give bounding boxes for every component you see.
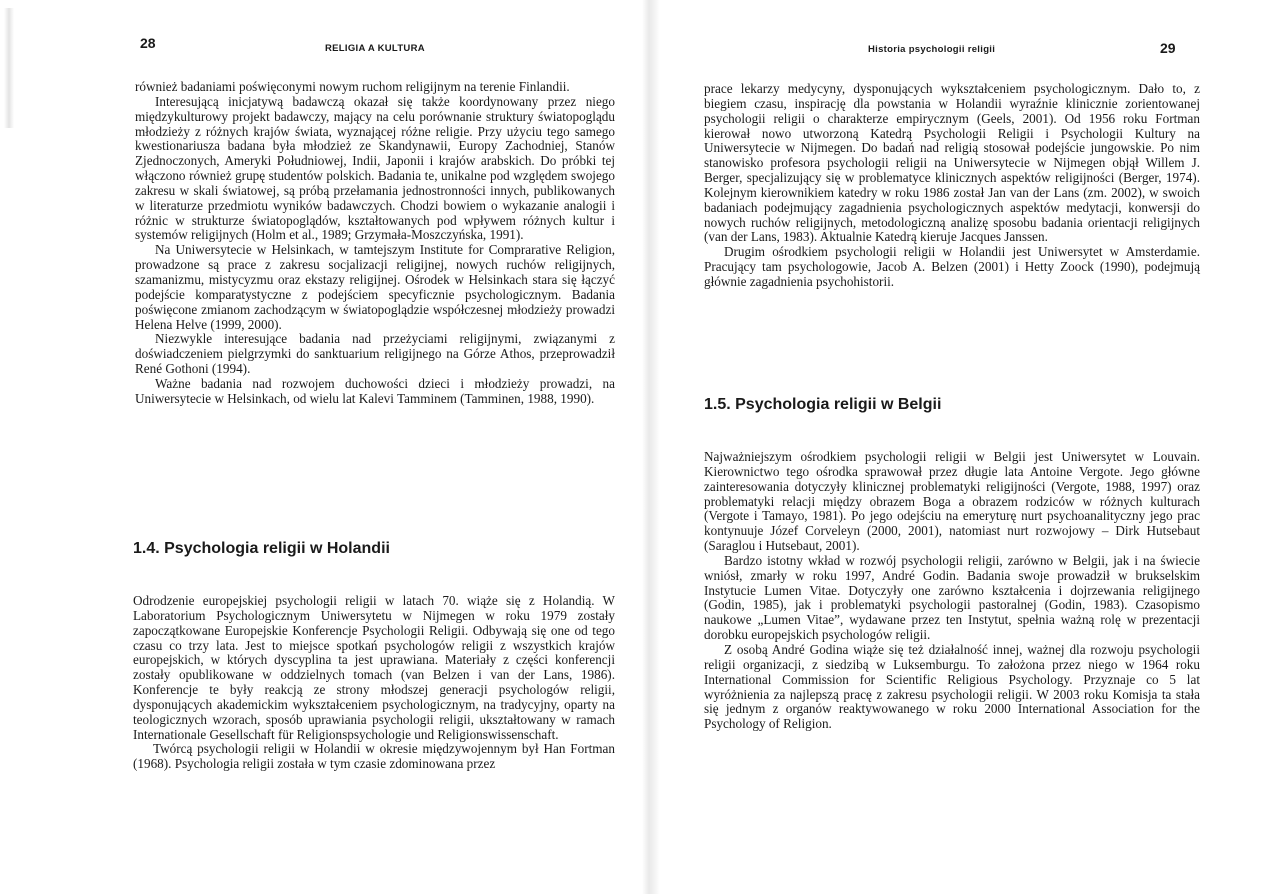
section-heading-1-5: 1.5. Psychologia religii w Belgii — [704, 396, 942, 413]
right-section-text — [704, 450, 1200, 732]
right-page — [640, 0, 1262, 894]
paragraph: Bardzo istotny wkład w rozwój psychologii religii, zarówno w Belgii, jak i na świecie wniósł, zmarły w roku 1997, André Godin. Badania swoje prowadził w brukselskim Instytucie Lumen Vitae. Dotyczyły one zarówno kształcenia i dojrzewania religijnego (Godin, 1985), jak i problematyki psychologii pastoralnej (Godin, 1983). Czasopismo naukowe „Lumen Vitae”, wydawane przez ten Instytut, spełnia ważną rolę w prezentacji dorobku europejskich psychologów religii. — [704, 552, 1200, 643]
paragraph: Odrodzenie europejskiej psychologii religii w latach 70. wiąże się z Holandią. W Laboratorium Psychologicznym Uniwersytetu w Nijmegen w roku 1979 zostały zapoczątkowane Europejskie Konferencje Psychologii Religii. Odbywają się one od tego czasu co trzy lata. Jest to miejsce spotkań psychologów religii z wszystkich krajów europejskich, w których dyscyplina ta jest uprawiana. Materiały z części konferencji zostały opublikowane w oddzielnych tomach (van Belzen i van der Lans, 1986). Konferencje te były reakcją ze strony młodszej generacji psychologów religii, dysponujących akademickim wykształceniem psychologicznym, na tradycyjny, oparty na teologicznych wzorach, sposób uprawiania psychologii religii, ukształtowany w ramach Internationale Gesellschaft für Religionspsychologie und Religionswissenschaft. — [133, 593, 615, 742]
paragraph: Na Uniwersytecie w Helsinkach, w tamtejszym Institute for Comprarative Religion, prowadzone są prace z zakresu socjalizacji religijnej, nowych ruchów religijnych, szamanizmu, mistycyzmu oraz ekstazy religijnej. Ośrodek w Helsinkach stara się łączyć podejście komparatystyczne z podejściem specyficznie psychologicznym. Badania poświęcone zmianom zachodzącym w światopoglądzie współczesnej młodzieży prowadzi Helena Helve (1999, 2000). — [135, 242, 615, 332]
paragraph: Z osobą André Godina wiąże się też działalność innej, ważnej dla rozwoju psychologii religii organizacji, z siedzibą w Luksemburgu. To założona przez niego w 1964 roku International Commission for Scientific Religious Psychology. Przyznaje co 5 lat wyróżnienia za najlepszą pracę z zakresu psychologii religii. W 2003 roku Komisja ta stała się jednym z organów reaktywowanego w roku 2000 International Association for the Psychology of Religion. — [704, 641, 1200, 732]
running-title-left: RELIGIA A KULTURA — [325, 43, 425, 54]
paragraph: prace lekarzy medycyny, dysponujących wykształceniem psychologicznym. Dało to, z biegiem czasu, inspirację dla powstania w Holandii wyraźnie klinicznie zorientowanej psychologii religii o charakterze empirycznym (Geels, 2001). Od 1956 roku Fortman kierował nowo utworzoną Katedrą Psychologii Religii i Psychologii Kultury na Uniwersytecie w Nijmegen. Do badań nad religią stosował podejście jungowskie. Po nim stanowisko profesora psychologii religii na Uniwersytecie w Nijmegen objął Willem J. Berger, specjalizujący się w problematyce klinicznych aspektów religijności (Berger, 1974). Kolejnym kierownikiem katedry w roku 1986 został Jan van der Lans (zm. 2002), w swoich badaniach podejmujący zagadnienia psychologicznych aspektów medytacji, konwersji do nowych ruchów religijnych, metodologiczną analizę sposobu badania orientacji religijnych (van der Lans, 1983). Aktualnie Katedrą kieruje Jacques Janssen. — [704, 81, 1200, 245]
running-title-right: Historia psychologii religii — [868, 44, 996, 55]
paragraph: Niezwykle interesujące badania nad przeżyciami religijnymi, związanymi z doświadczeniem pielgrzymki do sanktuarium religijnego na Górze Athos, przeprowadził René Gothoni (1994). — [135, 331, 615, 377]
paragraph: Najważniejszym ośrodkiem psychologii religii w Belgii jest Uniwersytet w Louvain. Kierownictwo tego ośrodka sprawował przez długie lata Antoine Vergote. Jego główne zainteresowania dotyczyły klinicznej problematyki religijności (Vergote, 1988, 1997) oraz problematyki relacji między obrazem Boga a obrazem rodziców w różnych kulturach (Vergote i Tamayo, 1981). Po jego odejściu na emeryturę nurt psychoanalityczny jego prac kontynuuje Józef Corveleyn (2000, 2001), natomiast nurt rozwojowy – Dirk Hutsebaut (Saraglou i Hutsebaut, 2001). — [704, 449, 1200, 554]
page-number-right: 29 — [1160, 40, 1176, 56]
paragraph: Drugim ośrodkiem psychologii religii w Holandii jest Uniwersytet w Amsterdamie. Pracujący tam psychologowie, Jacob A. Belzen (2001) i Hetty Zoock (1990), podejmują głównie zagadnienia psychohistorii. — [704, 244, 1200, 289]
page-number-left: 28 — [140, 35, 156, 51]
paragraph: Ważne badania nad rozwojem duchowości dzieci i młodzieży prowadzi, na Uniwersytecie w Helsinkach, od wielu lat Kalevi Tamminem (Tamminen, 1988, 1990). — [135, 375, 615, 406]
section-heading-1-4: 1.4. Psychologia religii w Holandii — [133, 540, 390, 557]
paragraph: Interesującą inicjatywą badawczą okazał się także koordynowany przez niego międzykulturowy projekt badawczy, mający na celu porównanie struktury światopoglądu młodzieży z różnych krajów świata, wyznającej różne religie. Przy użyciu tego samego kwestionariusza badana była młodzież ze Skandynawii, Europy Zachodniej, Stanów Zjednoczonych, Ameryki Południowej, Indii, Japonii i krajów arabskich. Do próbki tej włączono również grupę studentów polskich. Badania te, unikalne pod względem swojego zakresu w skali światowej, są próbą przełamania jednostronności innych, publikowanych w literaturze przedmiotu wyników badawczych. Chodzi bowiem o wykazanie analogii i różnic w strukturze światopoglądów, kształtowanych pod wpływem różnych kultur i systemów religijnych (Holm et al., 1989; Grzymała-Moszczyńska, 1991). — [135, 93, 615, 243]
paragraph: Twórcą psychologii religii w Holandii w okresie międzywojennym był Han Fortman (1968). Psychologia religii została w tym czasie zdominowana przez — [133, 741, 615, 772]
right-top-text — [704, 82, 1200, 290]
left-top-text — [135, 80, 615, 407]
left-section-text — [133, 594, 615, 772]
paragraph: również badaniami poświęconymi nowym ruchom religijnym na terenie Finlandii. — [135, 79, 570, 94]
